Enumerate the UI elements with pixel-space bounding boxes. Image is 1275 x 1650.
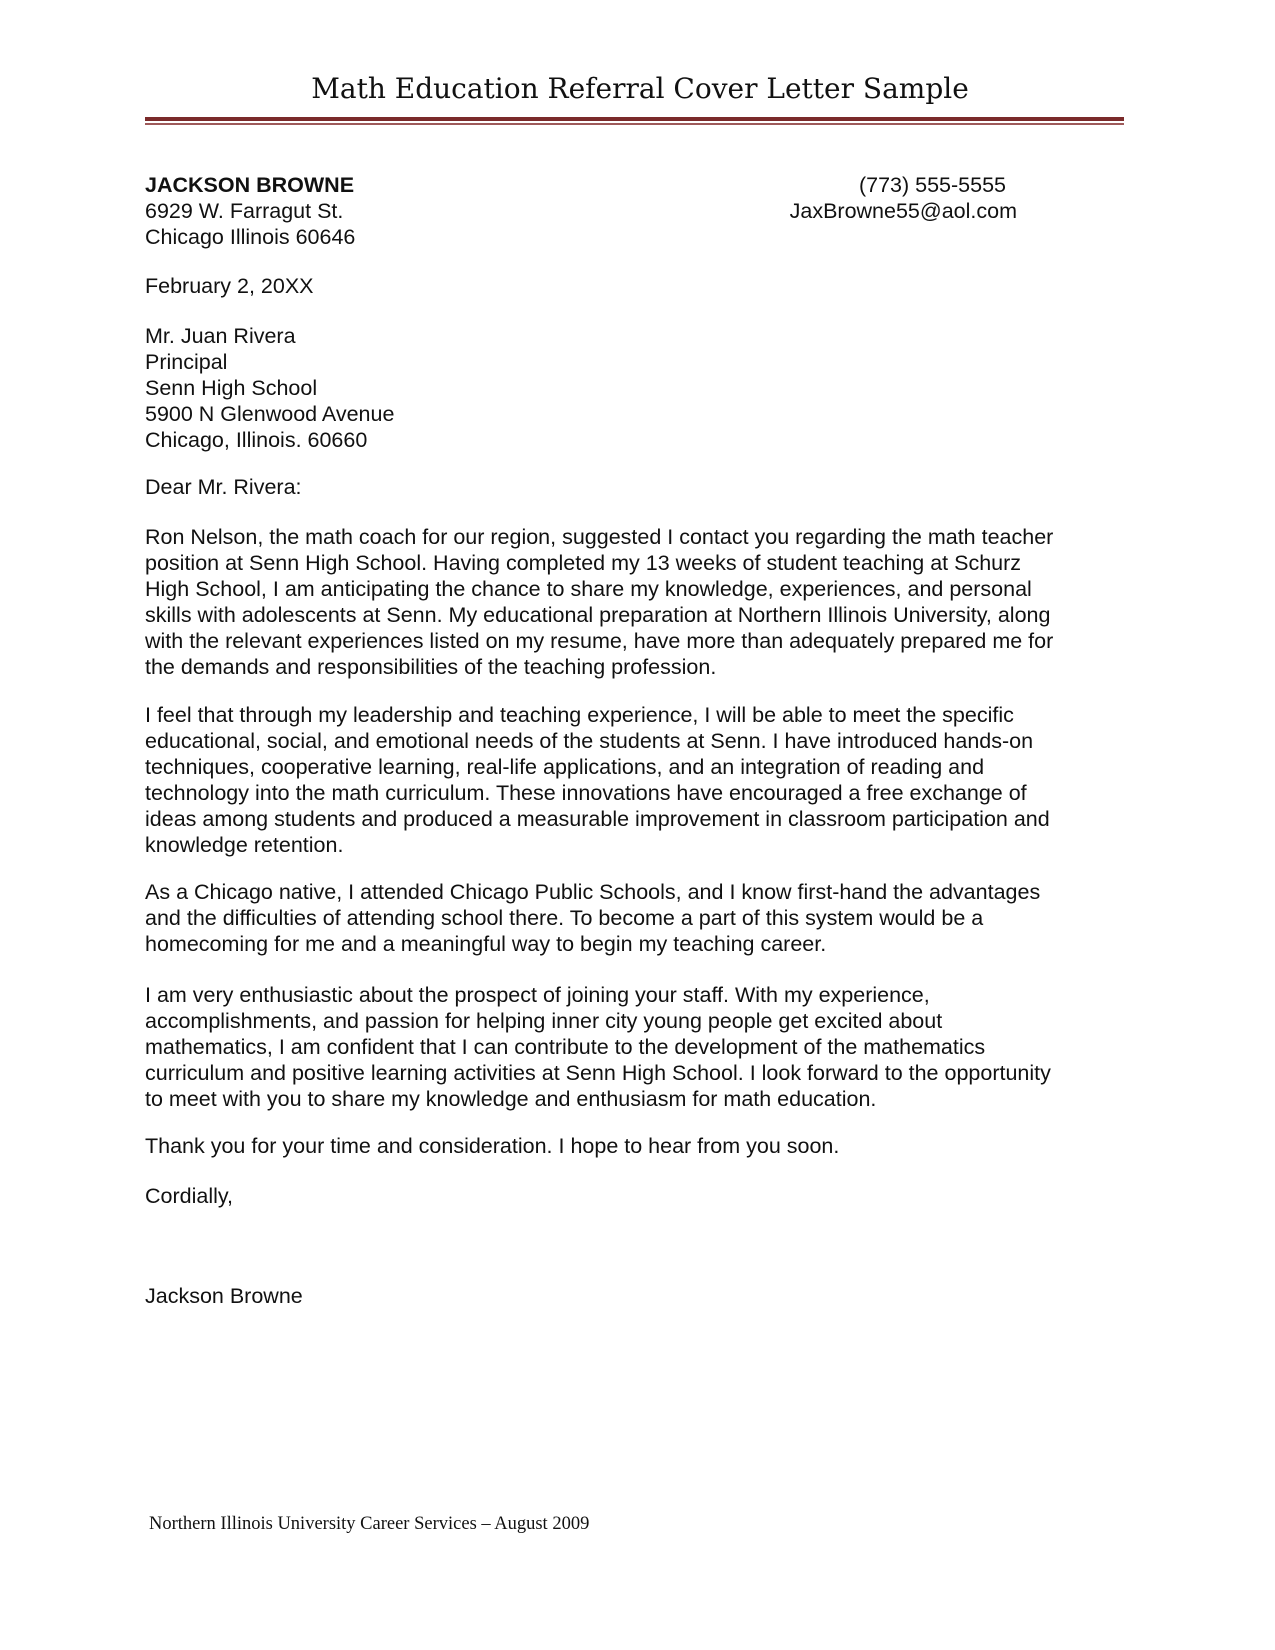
- body-paragraph-5: [145, 1133, 839, 1159]
- paragraph-line: the demands and responsibilities of the teaching profession.: [145, 655, 717, 679]
- paragraph-line: educational, social, and emotional needs of the students at Senn. I have introduced hands-on: [145, 729, 1034, 753]
- sender-city: Chicago Illinois 60646: [145, 225, 356, 249]
- body-paragraph-1: [145, 524, 1053, 680]
- paragraph-line: position at Senn High School. Having completed my 13 weeks of student teaching at Schurz: [145, 551, 1022, 575]
- paragraph-line: accomplishments, and passion for helping inner city young people get excited about: [145, 1009, 943, 1033]
- paragraph-line: Ron Nelson, the math coach for our region, suggested I contact you regarding the math teacher: [145, 525, 1054, 549]
- recipient-name: Mr. Juan Rivera: [145, 324, 296, 348]
- paragraph-line: High School, I am anticipating the chance to share my knowledge, experiences, and personal: [145, 577, 1032, 601]
- paragraph-line: curriculum and positive learning activities at Senn High School. I look forward to the opportunity: [145, 1061, 1051, 1085]
- title-rule-thin: [145, 123, 1124, 125]
- sender-email: JaxBrowne55@aol.com: [789, 199, 1017, 223]
- recipient-block: [145, 323, 394, 453]
- paragraph-line: technology into the math curriculum. These innovations have encouraged a free exchange of: [145, 781, 1027, 805]
- recipient-street: 5900 N Glenwood Avenue: [145, 402, 395, 426]
- paragraph-line: with the relevant experiences listed on my resume, have more than adequately prepared me for: [145, 629, 1054, 653]
- paragraph-line: homecoming for me and a meaningful way to begin my teaching career.: [145, 932, 827, 956]
- paragraph-line: knowledge retention.: [145, 833, 344, 857]
- letter-date: February 2, 20XX: [145, 274, 314, 298]
- body-paragraph-2: [145, 702, 1050, 858]
- sender-name: JACKSON BROWNE: [145, 173, 355, 197]
- paragraph-line: skills with adolescents at Senn. My educational preparation at Northern Illinois University, along: [145, 603, 1051, 627]
- title-rule-thick: [145, 117, 1124, 121]
- body-paragraph-4: [145, 982, 1051, 1112]
- signature-name: Jackson Browne: [145, 1284, 303, 1308]
- paragraph-line: and the difficulties of attending school there. To become a part of this system would be a: [145, 906, 984, 930]
- footer-credit: Northern Illinois University Career Services – August 2009: [149, 1514, 590, 1534]
- body-paragraph-3: [145, 879, 1040, 957]
- recipient-school: Senn High School: [145, 376, 318, 400]
- paragraph-line: to meet with you to share my knowledge and enthusiasm for math education.: [145, 1087, 877, 1111]
- closing: Cordially,: [145, 1184, 234, 1208]
- document-title: Math Education Referral Cover Letter Sample: [311, 72, 969, 105]
- sender-block: [145, 172, 355, 250]
- sender-phone: (773) 555-5555: [858, 173, 1006, 197]
- recipient-city: Chicago, Illinois. 60660: [145, 428, 368, 452]
- paragraph-line: As a Chicago native, I attended Chicago Public Schools, and I know first-hand the advantages: [145, 880, 1041, 904]
- paragraph-line: ideas among students and produced a measurable improvement in classroom participation and: [145, 807, 1050, 831]
- paragraph-line: techniques, cooperative learning, real-life applications, and an integration of reading and: [145, 755, 985, 779]
- paragraph-line: I am very enthusiastic about the prospect of joining your staff. With my experience,: [145, 983, 930, 1007]
- recipient-title: Principal: [145, 350, 228, 374]
- paragraph-line: Thank you for your time and consideration. I hope to hear from you soon.: [145, 1134, 840, 1158]
- sender-street: 6929 W. Farragut St.: [145, 199, 344, 223]
- salutation: Dear Mr. Rivera:: [145, 475, 302, 499]
- paragraph-line: mathematics, I am confident that I can contribute to the development of the mathematics: [145, 1035, 986, 1059]
- paragraph-line: I feel that through my leadership and teaching experience, I will be able to meet the specific: [145, 703, 1014, 727]
